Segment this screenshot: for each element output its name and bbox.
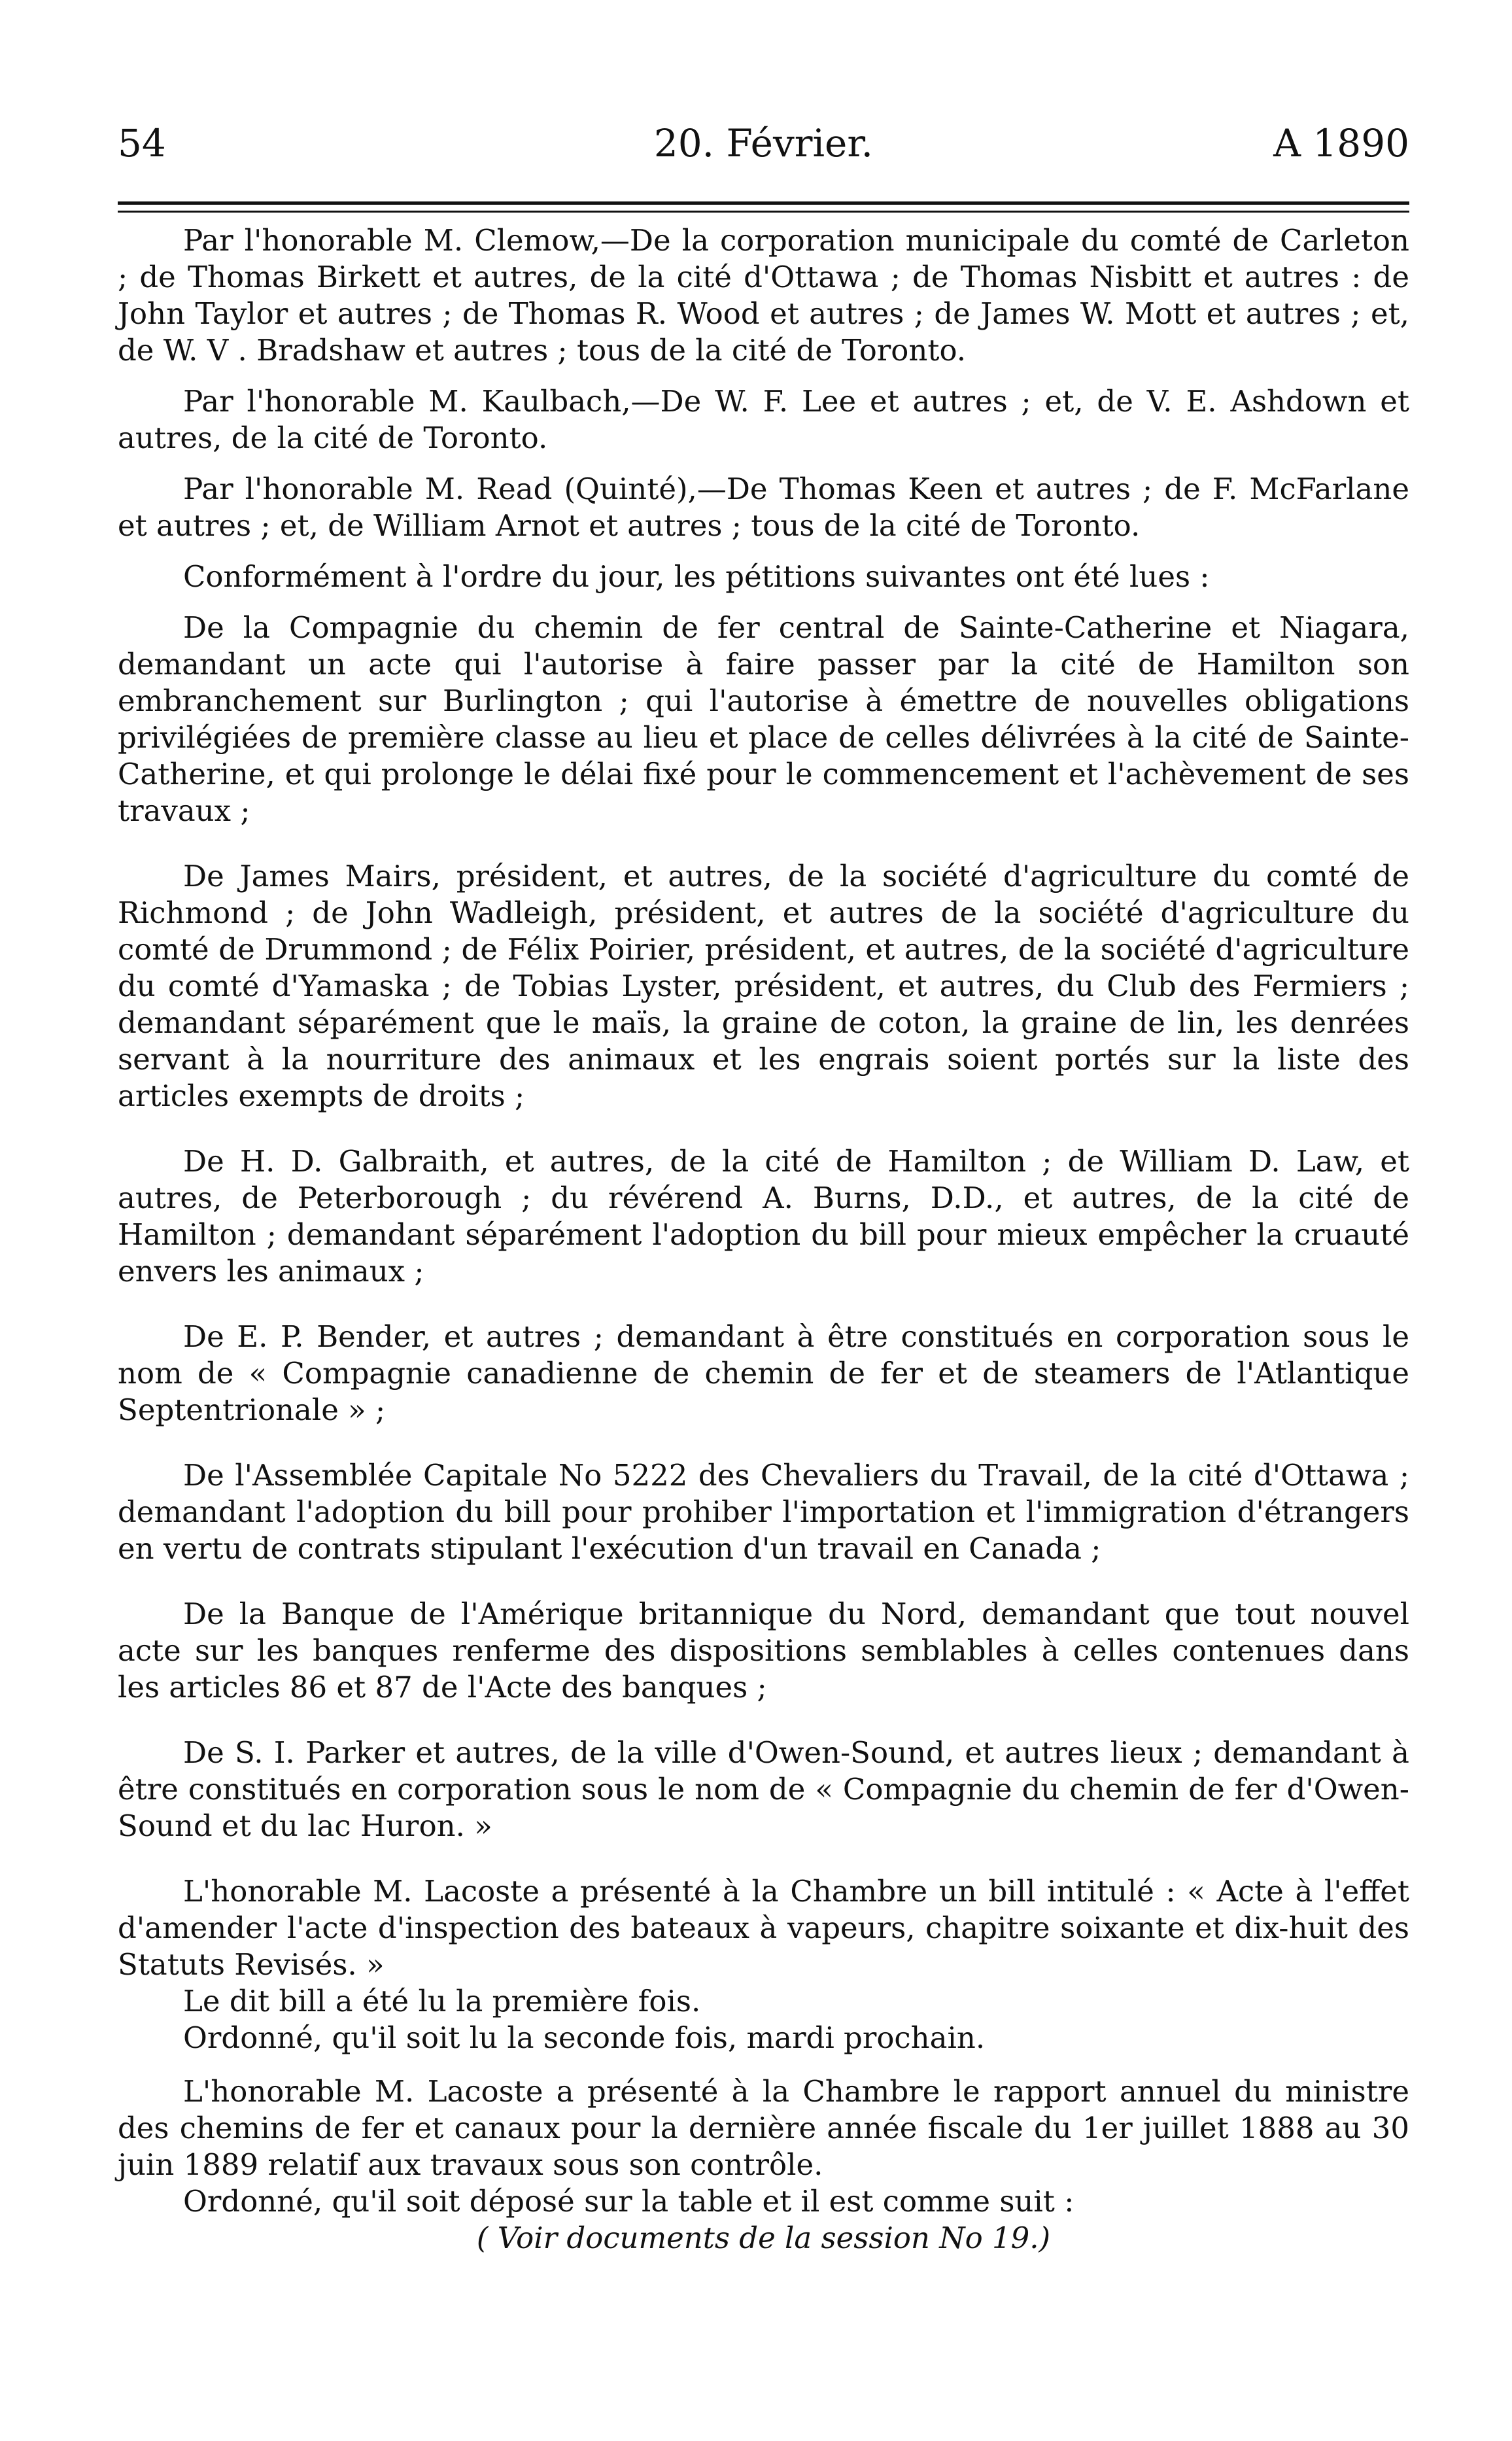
paragraph-petitions-read: Par l'honorable M. Read (Quinté),—De Thomas Keen et autres ; de F. McFarlane et autres ; et, de William Arnot et autres ; tous de la cité de Toronto. (118, 472, 1409, 543)
header-year: A 1890 (1273, 121, 1409, 165)
header-date: 20. Février. (653, 121, 874, 165)
paragraph-petitions-clemow: Par l'honorable M. Clemow,—De la corporation municipale du comté de Carleton ; de Thomas Birkett et autres, de la cité d'Ottawa ; de Thomas Nisbitt et autres : de John Taylor et autres ; de Thomas R. Wood et autres ; de James W. Mott et autres ; et, de W. V . Bradshaw et autres ; tous de la cité de Toronto. (118, 223, 1409, 368)
paragraph-petition-cruelty: De H. D. Galbraith, et autres, de la cité de Hamilton ; de William D. Law, et autres, de Peterborough ; du révérend A. Burns, D.D., et autres, de la cité de Hamilton ; demandant séparément l'adoption du bill pour mieux empêcher la cruauté envers les animaux ; (118, 1144, 1409, 1289)
paragraph-petition-agriculture: De James Mairs, président, et autres, de la société d'agriculture du comté de Richmond ; de John Wadleigh, président, et autres de la société d'agriculture du comté de Drummond ; de Félix Poirier, président, et autres, de la société d'agriculture du comté d'Yamaska ; de Tobias Lyster, président, et autres, du Club des Fermiers ; demandant séparément que le maïs, la graine de coton, la graine de lin, les denrées servant à la nourriture des animaux et les engrais soient portés sur la liste des articles exempts de droits ; (118, 859, 1409, 1113)
header-rule-thick (118, 201, 1409, 205)
header-rule-thin (118, 211, 1409, 213)
paragraph-second-reading: Ordonné, qu'il soit lu la seconde fois, mardi prochain. (183, 2020, 986, 2055)
see-documents-text: ( Voir documents de la session No 19.) (476, 2221, 1051, 2255)
page-header (118, 121, 1409, 173)
paragraph-bill-lacoste: L'honorable M. Lacoste a présenté à la Chambre un bill intitulé : « Acte à l'effet d'amender l'acte d'inspection des bateaux à vapeurs, chapitre soixante et dix-huit des Statuts Revisés. » (118, 1874, 1409, 1982)
paragraph-petition-bender: De E. P. Bender, et autres ; demandant à être constitués en corporation sous le nom de « Compagnie canadienne de chemin de fer et de steamers de l'Atlantique Septentrionale » ; (118, 1319, 1409, 1427)
paragraph-first-reading: Le dit bill a été lu la première fois. (183, 1984, 701, 2018)
paragraph-petitions-kaulbach: Par l'honorable M. Kaulbach,—De W. F. Lee et autres ; et, de V. E. Ashdown et autres, de la cité de Toronto. (118, 384, 1409, 455)
paragraph-ordered-tabled: Ordonné, qu'il soit déposé sur la table et il est comme suit : (183, 2184, 1074, 2219)
paragraph-petition-bank: De la Banque de l'Amérique britannique du Nord, demandant que tout nouvel acte sur les banques renferme des dispositions semblables à celles contenues dans les articles 86 et 87 de l'Acte des banques ; (118, 1597, 1409, 1705)
paragraph-petition-knights-labor: De l'Assemblée Capitale No 5222 des Chevaliers du Travail, de la cité d'Ottawa ; demandant l'adoption du bill pour prohiber l'importation et l'immigration d'étrangers en vertu de contrats stipulant l'exécution d'un travail en Canada ; (118, 1458, 1409, 1566)
paragraph-order-of-day: Conformément à l'ordre du jour, les pétitions suivantes ont été lues : (183, 559, 1210, 594)
paragraph-annual-report: L'honorable M. Lacoste a présenté à la Chambre le rapport annuel du ministre des chemins de fer et canaux pour la dernière année fiscale du 1er juillet 1888 au 30 juin 1889 relatif aux travaux sous son contrôle. (118, 2074, 1409, 2182)
document-body (118, 222, 1409, 2271)
page-number: 54 (118, 121, 166, 165)
paragraph-petition-parker: De S. I. Parker et autres, de la ville d'Owen-Sound, et autres lieux ; demandant à être constitués en corporation sous le nom de « Compagnie du chemin de fer d'Owen-Sound et du lac Huron. » (118, 1735, 1409, 1843)
paragraph-petition-railway: De la Compagnie du chemin de fer central de Sainte-Catherine et Niagara, demandant un acte qui l'autorise à faire passer par la cité de Hamilton son embranchement sur Burlington ; qui l'autorise à émettre de nouvelles obligations privilégiées de première classe au lieu et place de celles délivrées à la cité de Sainte-Catherine, et qui prolonge le délai fixé pour le commencement et l'achèvement de ses travaux ; (118, 610, 1409, 828)
paragraph-see-documents (118, 2220, 1409, 2257)
